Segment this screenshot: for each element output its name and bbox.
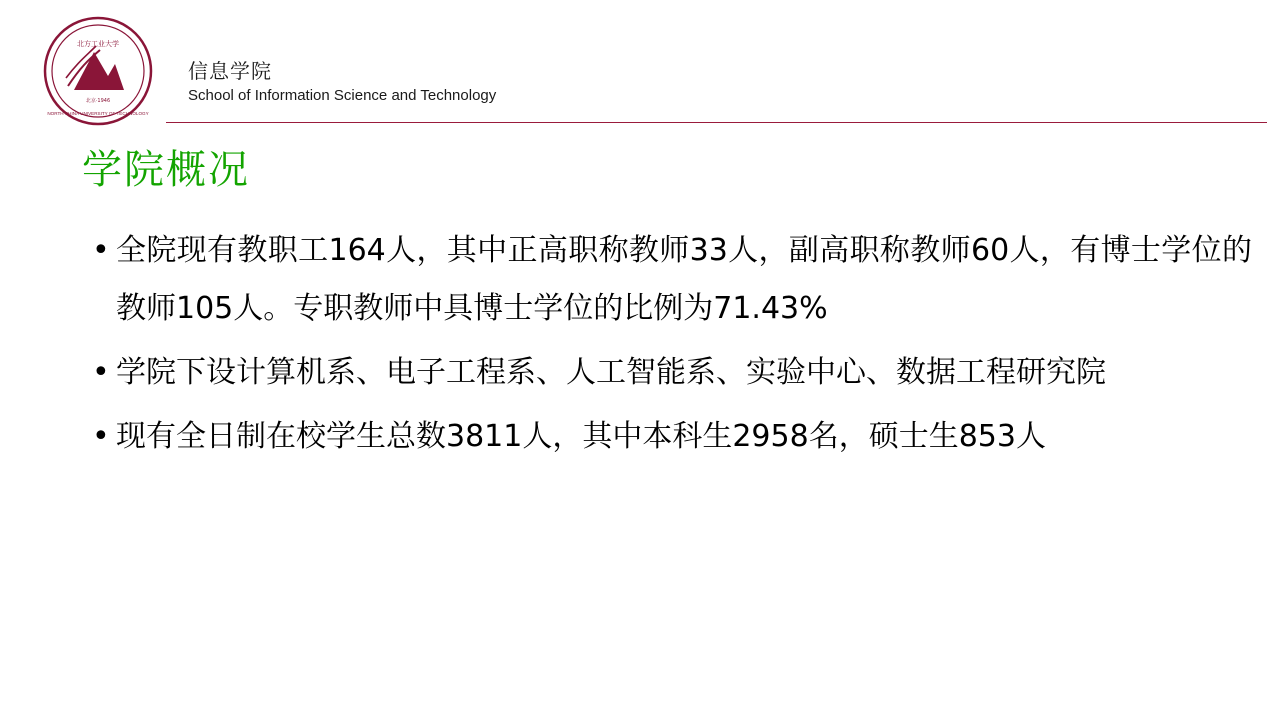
- university-emblem-icon: [22, 16, 174, 126]
- slide-header: [0, 0, 1280, 130]
- school-name-en: School of Information Science and Technology: [188, 87, 497, 104]
- list-item: [92, 408, 1252, 466]
- svg-text:NORTH CHINA UNIVERSITY OF TECH: NORTH CHINA UNIVERSITY OF TECHNOLOGY: [47, 111, 149, 116]
- svg-text:北京·1946: 北京·1946: [85, 98, 111, 104]
- list-item: [92, 344, 1252, 402]
- bullet-list: [92, 222, 1252, 472]
- bullet-marker-icon: •: [92, 355, 110, 390]
- header-divider: [166, 122, 1267, 123]
- school-name-cn: 信息学院: [188, 59, 272, 83]
- bullet-marker-icon: •: [92, 233, 110, 268]
- header-titles: [188, 58, 496, 106]
- list-item-text: 学院下设计算机系、电子工程系、人工智能系、实验中心、数据工程研究院: [116, 355, 1106, 390]
- svg-text:北方工业大学: 北方工业大学: [77, 40, 119, 48]
- bullet-marker-icon: •: [92, 419, 110, 454]
- page-title: 学院概况: [82, 147, 250, 193]
- list-item-text: 现有全日制在校学生总数3811人，其中本科生2958名，硕士生853人: [116, 419, 1046, 454]
- list-item: [92, 222, 1252, 338]
- list-item-text: 全院现有教职工164人，其中正高职称教师33人，副高职称教师60人，有博士学位的教师105人。专职教师中具博士学位的比例为71.43%: [116, 233, 1252, 326]
